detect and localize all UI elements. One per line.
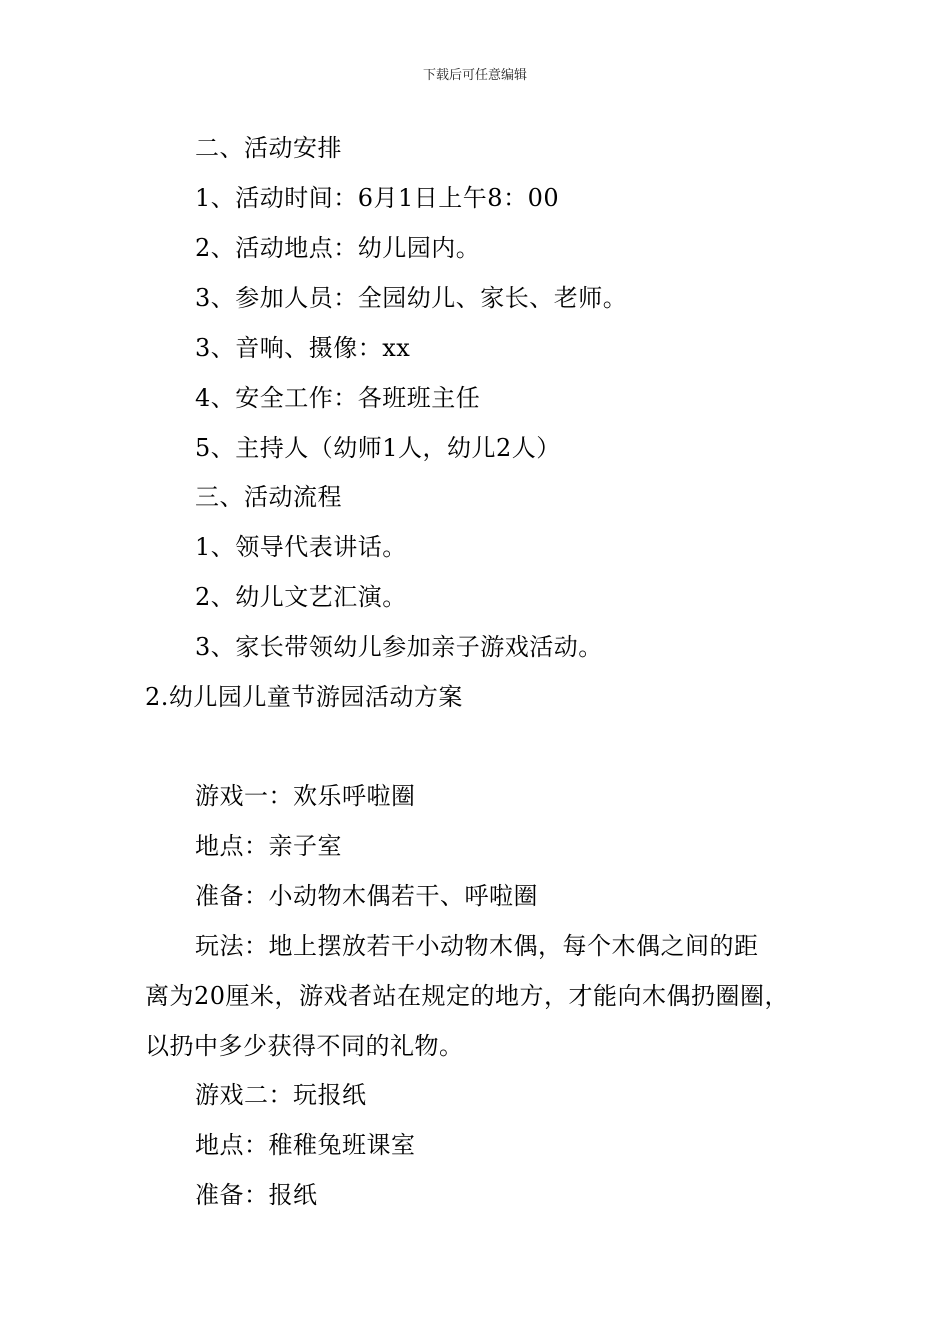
game-preparation: 准备：小动物木偶若干、呼啦圈 <box>195 882 538 910</box>
document-title: 2.幼儿园儿童节游园活动方案 <box>145 683 463 711</box>
page-header: 下载后可任意编辑 <box>422 68 527 83</box>
game-title: 游戏一：欢乐呼啦圈 <box>195 782 416 810</box>
section-heading-activity-process: 三、活动流程 <box>195 483 342 511</box>
game-rules-line: 离为20厘米，游戏者站在规定的地方，才能向木偶扔圈圈， <box>145 982 790 1010</box>
game-location: 地点：稚稚兔班课室 <box>195 1131 416 1159</box>
list-item: 4、安全工作：各班班主任 <box>195 384 481 412</box>
list-item: 5、主持人（幼师1人，幼儿2人） <box>195 434 561 462</box>
list-item: 1、活动时间：6月1日上午8：00 <box>195 184 560 212</box>
game-title: 游戏二：玩报纸 <box>195 1081 367 1109</box>
section-heading-activity-arrangement: 二、活动安排 <box>195 134 342 162</box>
list-item: 1、领导代表讲话。 <box>195 533 407 561</box>
list-item: 2、活动地点：幼儿园内。 <box>195 234 481 262</box>
game-rules-line: 玩法：地上摆放若干小动物木偶，每个木偶之间的距 <box>195 932 759 960</box>
game-rules-line: 以扔中多少获得不同的礼物。 <box>145 1032 464 1060</box>
list-item: 3、参加人员：全园幼儿、家长、老师。 <box>195 284 628 312</box>
list-item: 2、幼儿文艺汇演。 <box>195 583 407 611</box>
list-item: 3、家长带领幼儿参加亲子游戏活动。 <box>195 633 603 661</box>
game-location: 地点：亲子室 <box>195 832 342 860</box>
game-preparation: 准备：报纸 <box>195 1181 318 1209</box>
list-item: 3、音响、摄像：xx <box>195 334 411 362</box>
